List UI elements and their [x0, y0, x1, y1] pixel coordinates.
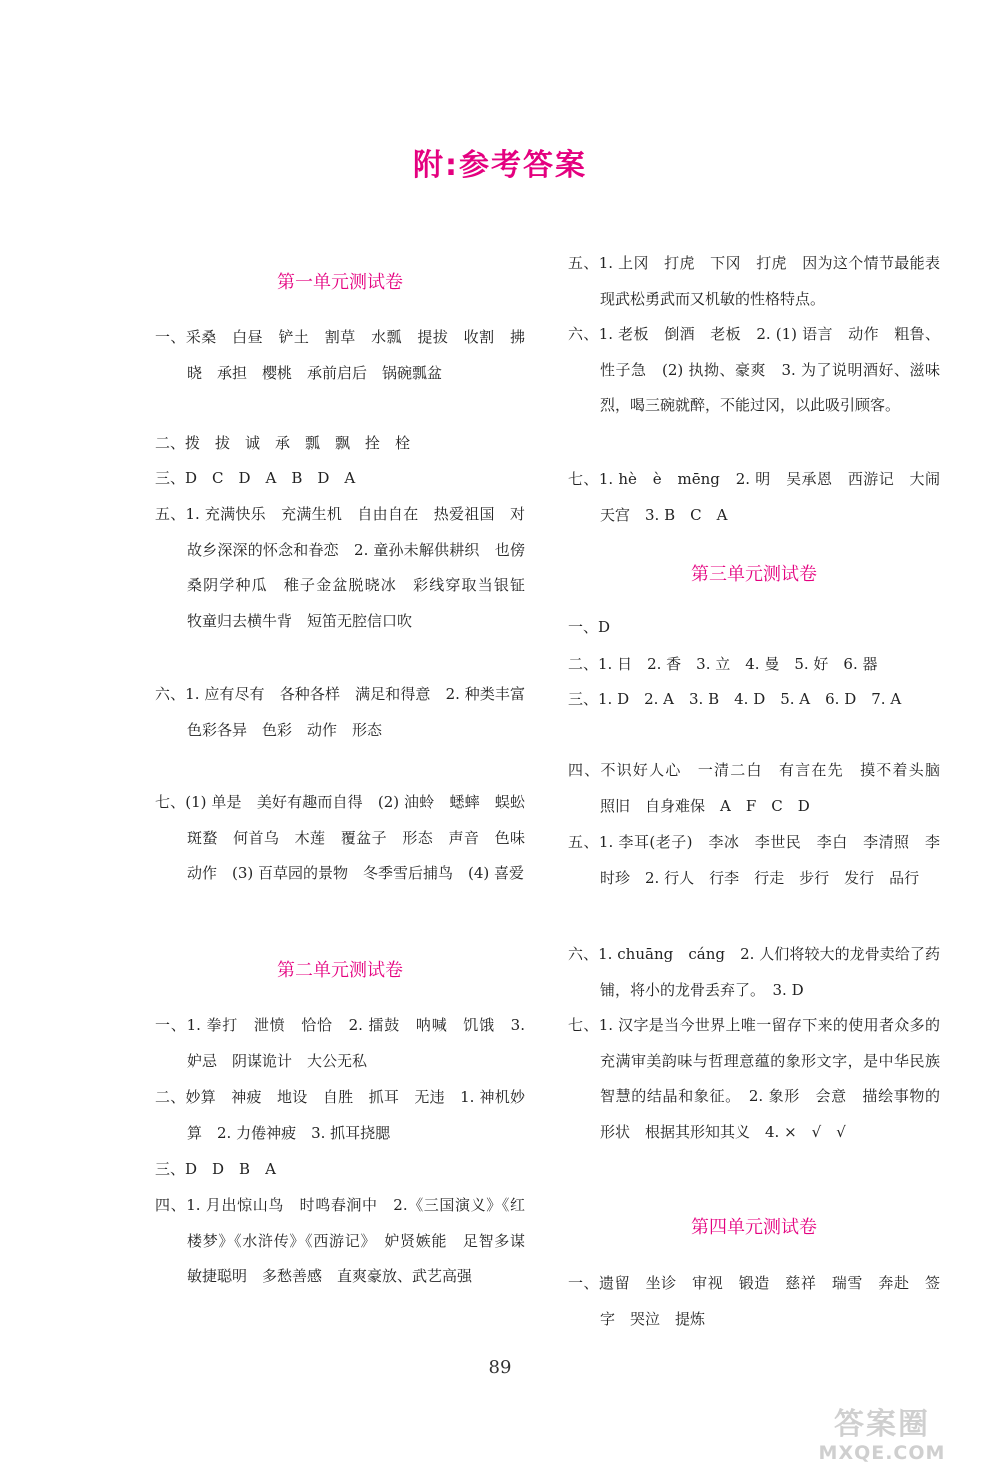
section-title-unit3: 第三单元测试卷 [691, 564, 817, 585]
watermark-logo [782, 1408, 982, 1466]
answer-unit2-q1: 一、1. 拳打 泄愤 恰恰 2. 擂鼓 呐喊 饥饿 3. 妒忌 阴谋诡计 大公无私 [155, 1016, 525, 1070]
answer-unit2-q6: 六、1. 老板 倒酒 老板 2. (1) 语言 动作 粗鲁、性子急 (2) 执拗、豪爽 3. 为了说明酒好、滋味烈，喝三碗就醉，不能过冈，以此吸引顾客。 [568, 325, 940, 414]
section-title-unit2: 第二单元测试卷 [277, 960, 403, 981]
answer-unit2-q7: 七、1. hè è mēng 2. 明 吴承恩 西游记 大闹天宫 3. B C A [568, 470, 940, 524]
section-title-unit4: 第四单元测试卷 [691, 1217, 817, 1238]
answer-unit3-q4: 四、不识好人心 一清二白 有言在先 摸不着头脑 照旧 自身难保 A F C D [568, 761, 956, 815]
watermark-domain: MXQE.COM [818, 1442, 946, 1464]
answer-unit4-q1: 一、遗留 坐诊 审视 锻造 慈祥 瑞雪 奔赴 签字 哭泣 提炼 [568, 1274, 940, 1328]
answer-unit3-q5: 五、1. 李耳(老子) 李冰 李世民 李白 李清照 李时珍 2. 行人 行李 行走 步行 发行 品行 [568, 833, 940, 887]
answer-unit2-q2: 二、妙算 神疲 地设 自胜 抓耳 无违 1. 神机妙算 2. 力倦神疲 3. 抓耳挠腮 [155, 1088, 525, 1142]
answer-unit3-q2: 二、1. 日 2. 香 3. 立 4. 曼 5. 好 6. 器 [568, 655, 878, 673]
answer-unit1-q1: 一、采桑 白昼 铲土 割草 水瓢 提拔 收割 拂晓 承担 樱桃 承前启后 锅碗瓢盆 [155, 328, 525, 382]
answer-unit1-q2: 二、拨 拔 诚 承 瓢 飘 拴 栓 [155, 434, 411, 452]
answer-unit3-q7: 七、1. 汉字是当今世界上唯一留存下来的使用者众多的充满审美韵味与哲理意蕴的象形文字，是中华民族智慧的结晶和象征。 2. 象形 会意 描绘事物的形状 根据其形知其义 4. × √ √ [568, 1016, 940, 1141]
answer-unit2-q3: 三、D D B A [155, 1160, 276, 1178]
answer-unit2-q4: 四、1. 月出惊山鸟 时鸣春涧中 2.《三国演义》《红楼梦》《水浒传》《西游记》 妒贤嫉能 足智多谋 敏捷聪明 多愁善感 直爽豪放、武艺高强 [155, 1196, 541, 1285]
section-title-unit1: 第一单元测试卷 [277, 272, 403, 293]
answer-unit1-q3: 三、D C D A B D A [155, 469, 356, 487]
answer-unit1-q5: 五、1. 充满快乐 充满生机 自由自在 热爱祖国 对故乡深深的怀念和眷恋 2. 童孙未解供耕织 也傍桑阴学种瓜 稚子金盆脱晓冰 彩线穿取当银钲 牧童归去横牛背 短笛无腔信口吹 [155, 505, 541, 630]
watermark-logo-text: 答案圈 [834, 1407, 930, 1442]
answer-unit3-q3: 三、1. D 2. A 3. B 4. D 5. A 6. D 7. A [568, 690, 902, 708]
page-number: 89 [488, 1357, 512, 1378]
answer-unit1-q7: 七、(1) 单是 美好有趣而自得 (2) 油蛉 蟋蟀 蜈蚣 斑蝥 何首乌 木莲 覆盆子 形态 声音 色味 动作 (3) 百草园的景物 冬季雪后捕鸟 (4) 喜爱 [155, 793, 541, 882]
answer-unit1-q6: 六、1. 应有尽有 各种各样 满足和得意 2. 种类丰富 色彩各异 色彩 动作 形态 [155, 685, 541, 739]
answer-unit2-q5: 五、1. 上冈 打虎 下冈 打虎 因为这个情节最能表现武松勇武而又机敏的性格特点。 [568, 254, 940, 308]
page-title: 附:参考答案 [413, 148, 587, 183]
answer-unit3-q6: 六、1. chuāng cáng 2. 人们将较大的龙骨卖给了药铺，将小的龙骨丢弃了。 3. D [568, 945, 940, 999]
answer-unit3-q1: 一、D [568, 618, 611, 636]
